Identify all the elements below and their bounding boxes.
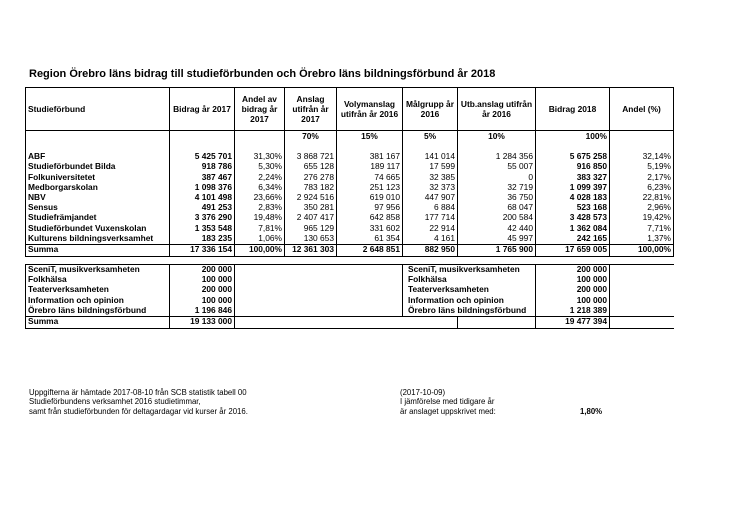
summa-label: Summa: [26, 244, 170, 256]
extra-bidrag-2018: 200 000: [536, 285, 610, 295]
row-b2017: 183 235: [170, 234, 235, 245]
extra-row: [26, 275, 674, 285]
extra-name-2018: Örebro läns bildningsförbund: [403, 305, 536, 316]
row-a2017: 6,34%: [235, 183, 285, 193]
row-mal: 6 884: [403, 203, 458, 213]
table-row: [26, 234, 674, 245]
footer-increase-value: 1,80%: [580, 406, 603, 416]
row-b2017: 918 786: [170, 162, 235, 172]
row-vol: 331 602: [337, 223, 403, 233]
footer-right-line: (2017-10-09): [400, 388, 446, 397]
extra-bidrag-2017: 100 000: [170, 295, 235, 305]
row-mal: 177 714: [403, 213, 458, 223]
row-b2018: 5 675 258: [536, 152, 610, 162]
row-b2018: 1 099 397: [536, 183, 610, 193]
row-b2018: 1 362 084: [536, 223, 610, 233]
row-mal: 4 161: [403, 234, 458, 245]
header-malgrupp: Målgrupp år 2016: [403, 88, 458, 131]
row-ans2017: 2 407 417: [285, 213, 337, 223]
extra-bidrag-2017: 200 000: [170, 285, 235, 295]
row-a2017: 2,83%: [235, 203, 285, 213]
row-mal: 447 907: [403, 193, 458, 203]
table-row: [26, 223, 674, 233]
row-b2017: 1 353 548: [170, 223, 235, 233]
row-utb: 45 997: [458, 234, 536, 245]
row-andel: 19,42%: [610, 213, 674, 223]
summa-utb: 1 765 900: [458, 244, 536, 256]
row-b2018: 242 165: [536, 234, 610, 245]
header-anslag-2017: Anslag utifrån år 2017: [285, 88, 337, 131]
row-vol: 619 010: [337, 193, 403, 203]
studieforbund-rows: [26, 152, 674, 244]
extra-bidrag-2017: 1 196 846: [170, 305, 235, 316]
extra-name: SceniT, musikverksamheten: [26, 264, 170, 275]
row-andel: 22,81%: [610, 193, 674, 203]
row-ans2017: 276 278: [285, 172, 337, 182]
row-ans2017: 783 182: [285, 183, 337, 193]
row-a2017: 31,30%: [235, 152, 285, 162]
table-row: [26, 183, 674, 193]
row-b2018: 3 428 573: [536, 213, 610, 223]
header-volymanslag: Volymanslag utifrån år 2016: [337, 88, 403, 131]
footer-right-line: I jämförelse med tidigare år: [400, 397, 495, 407]
row-a2017: 19,48%: [235, 213, 285, 223]
row-mal: 141 014: [403, 152, 458, 162]
row-name: Folkuniversitetet: [26, 172, 170, 182]
row-b2017: 3 376 290: [170, 213, 235, 223]
row-b2017: 491 253: [170, 203, 235, 213]
row-utb: 0: [458, 172, 536, 182]
pct-malgrupp: 5%: [403, 131, 458, 144]
row-b2017: 1 098 376: [170, 183, 235, 193]
extra-bidrag-2017: 200 000: [170, 264, 235, 275]
row-ans2017: 2 924 516: [285, 193, 337, 203]
summa2-label: Summa: [26, 316, 170, 328]
row-b2018: 916 850: [536, 162, 610, 172]
extra-bidrag-2018: 100 000: [536, 275, 610, 285]
row-b2018: 383 327: [536, 172, 610, 182]
row-vol: 642 858: [337, 213, 403, 223]
row-name: Studieförbundet Bilda: [26, 162, 170, 172]
extra-row: [26, 264, 674, 275]
row-b2017: 387 467: [170, 172, 235, 182]
footer-left-line: Uppgifterna är hämtade 2017-08-10 från SCB statistik tabell 00: [29, 388, 247, 397]
footer-left-line: samt från studieförbunden för deltagardagar vid kurser år 2016.: [29, 406, 248, 416]
pct-bidrag-2018: 100%: [536, 131, 610, 144]
document-title: Region Örebro läns bidrag till studieförbunden och Örebro läns bildningsförbund år 2018: [29, 68, 496, 80]
row-a2017: 7,81%: [235, 223, 285, 233]
header-row: [26, 88, 674, 131]
extra-name-2018: SceniT, musikverksamheten: [403, 264, 536, 275]
table-row: [26, 172, 674, 182]
header-utb-anslag: Utb.anslag utifrån år 2016: [458, 88, 536, 131]
summa-row: [26, 244, 674, 256]
row-vol: 74 665: [337, 172, 403, 182]
row-utb: 55 007: [458, 162, 536, 172]
summa2-bidrag-2018: 19 477 394: [536, 316, 610, 328]
row-utb: 42 440: [458, 223, 536, 233]
footer-right-line: är anslaget uppskrivet med:: [400, 406, 496, 416]
table-row: [26, 162, 674, 172]
row-name: Studieförbundet Vuxenskolan: [26, 223, 170, 233]
extra-name: Örebro läns bildningsförbund: [26, 305, 170, 316]
header-bidrag-2017: Bidrag år 2017: [170, 88, 235, 131]
row-a2017: 1,06%: [235, 234, 285, 245]
header-bidrag-2018: Bidrag 2018: [536, 88, 610, 131]
extra-bidrag-2018: 1 218 389: [536, 305, 610, 316]
row-andel: 7,71%: [610, 223, 674, 233]
row-ans2017: 3 868 721: [285, 152, 337, 162]
row-utb: 32 719: [458, 183, 536, 193]
extra-row: [26, 285, 674, 295]
pct-utb: 10%: [458, 131, 536, 144]
extra-bidrag-2017: 100 000: [170, 275, 235, 285]
row-andel: 2,17%: [610, 172, 674, 182]
row-andel: 5,19%: [610, 162, 674, 172]
row-andel: 32,14%: [610, 152, 674, 162]
row-andel: 6,23%: [610, 183, 674, 193]
row-name: Sensus: [26, 203, 170, 213]
row-utb: 200 584: [458, 213, 536, 223]
summa-anslag-2017: 12 361 303: [285, 244, 337, 256]
row-mal: 32 385: [403, 172, 458, 182]
header-andel-2017: Andel av bidrag år 2017: [235, 88, 285, 131]
row-vol: 189 117: [337, 162, 403, 172]
extra-name-2018: Information och opinion: [403, 295, 536, 305]
extra-name-2018: Folkhälsa: [403, 275, 536, 285]
row-mal: 32 373: [403, 183, 458, 193]
row-andel: 1,37%: [610, 234, 674, 245]
pct-volym: 15%: [337, 131, 403, 144]
summa-bidrag-2017: 17 336 154: [170, 244, 235, 256]
summa2-row: [26, 316, 674, 328]
percent-row: [26, 131, 674, 144]
table-row: [26, 152, 674, 162]
row-a2017: 5,30%: [235, 162, 285, 172]
extra-row: [26, 305, 674, 316]
summa-andel-2017: 100,00%: [235, 244, 285, 256]
row-name: ABF: [26, 152, 170, 162]
footer-left-line: Studieförbundens verksamhet 2016 studietimmar,: [29, 397, 201, 407]
row-utb: 1 284 356: [458, 152, 536, 162]
extra-name: Folkhälsa: [26, 275, 170, 285]
header-andel: Andel (%): [610, 88, 674, 131]
row-a2017: 2,24%: [235, 172, 285, 182]
row-vol: 61 354: [337, 234, 403, 245]
row-b2018: 4 028 183: [536, 193, 610, 203]
row-b2017: 5 425 701: [170, 152, 235, 162]
row-ans2017: 350 281: [285, 203, 337, 213]
row-b2017: 4 101 498: [170, 193, 235, 203]
extra-name: Teaterverksamheten: [26, 285, 170, 295]
summa2-bidrag-2017: 19 133 000: [170, 316, 235, 328]
row-name: Medborgarskolan: [26, 183, 170, 193]
extra-name: Information och opinion: [26, 295, 170, 305]
row-ans2017: 655 128: [285, 162, 337, 172]
extra-name-2018: Teaterverksamheten: [403, 285, 536, 295]
footer-right: [400, 388, 496, 416]
summa-andel: 100,00%: [610, 244, 674, 256]
row-mal: 17 599: [403, 162, 458, 172]
row-b2018: 523 168: [536, 203, 610, 213]
extra-rows: [26, 264, 674, 316]
row-mal: 22 914: [403, 223, 458, 233]
row-ans2017: 965 129: [285, 223, 337, 233]
row-utb: 68 047: [458, 203, 536, 213]
row-name: NBV: [26, 193, 170, 203]
extra-row: [26, 295, 674, 305]
summa-malgrupp: 882 950: [403, 244, 458, 256]
summa-volym: 2 648 851: [337, 244, 403, 256]
extra-bidrag-2018: 200 000: [536, 264, 610, 275]
row-vol: 97 956: [337, 203, 403, 213]
row-vol: 251 123: [337, 183, 403, 193]
row-a2017: 23,66%: [235, 193, 285, 203]
extra-bidrag-2018: 100 000: [536, 295, 610, 305]
table-row: [26, 213, 674, 223]
footer-left: [29, 388, 248, 416]
row-ans2017: 130 653: [285, 234, 337, 245]
row-vol: 381 167: [337, 152, 403, 162]
row-name: Kulturens bildningsverksamhet: [26, 234, 170, 245]
row-name: Studiefrämjandet: [26, 213, 170, 223]
summa-bidrag-2018: 17 659 005: [536, 244, 610, 256]
table-row: [26, 203, 674, 213]
row-utb: 36 750: [458, 193, 536, 203]
bidrag-table: [25, 87, 674, 329]
pct-anslag-2017: 70%: [285, 131, 337, 144]
row-andel: 2,96%: [610, 203, 674, 213]
header-studieforbund: Studieförbund: [26, 88, 170, 131]
table-row: [26, 193, 674, 203]
